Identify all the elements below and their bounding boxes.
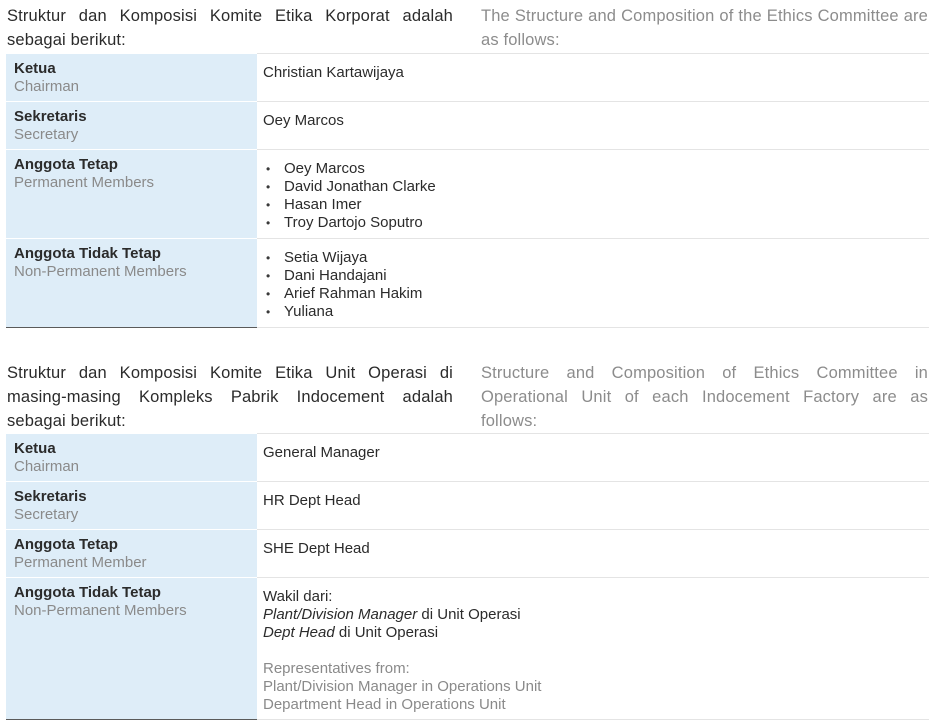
list-item: • Oey Marcos — [263, 160, 923, 178]
list-item: • Yuliana — [263, 303, 923, 321]
role-label-id: Anggota Tidak Tetap — [14, 244, 161, 262]
representative-line-id — [263, 624, 923, 642]
section2-intro-indonesian: Struktur dan Komposisi Komite Etika Unit Operasi di masing-masing Kompleks Pabrik Indocement adalah sebagai berikut: — [7, 364, 453, 430]
role-cell — [6, 54, 257, 102]
member-position: HR Dept Head — [257, 481, 929, 529]
role-label-en: Secretary — [14, 125, 79, 143]
role-label-id: Anggota Tetap — [14, 155, 118, 173]
representative-role-id: Plant/Division Manager — [263, 605, 418, 623]
table-row — [6, 481, 929, 529]
role-label-en: Permanent Members — [14, 173, 155, 191]
member-name: Oey Marcos — [257, 101, 929, 149]
member-list-cell — [257, 238, 929, 327]
role-label-en: Non-Permanent Members — [14, 262, 187, 280]
role-label-id: Anggota Tetap — [14, 535, 118, 553]
role-cell — [6, 434, 257, 482]
operational-unit-ethics-committee-table — [6, 433, 929, 720]
role-cell — [6, 238, 257, 327]
representative-line-id — [263, 606, 923, 624]
role-cell — [6, 481, 257, 529]
representative-unit-id: di Unit Operasi — [417, 605, 521, 623]
list-item: • Dani Handajani — [263, 267, 923, 285]
representatives-heading-id: Wakil dari: — [263, 587, 333, 605]
representative-unit-id: di Unit Operasi — [334, 623, 439, 641]
role-label-id: Sekretaris — [14, 487, 87, 505]
member-list-cell — [257, 149, 929, 238]
representative-line-en: Department Head in Operations Unit — [263, 695, 506, 713]
corporate-ethics-committee-table — [6, 53, 929, 328]
list-item: • Hasan Imer — [263, 196, 923, 214]
table-row — [6, 238, 929, 327]
role-label-en: Permanent Member — [14, 553, 147, 571]
table-row — [6, 149, 929, 238]
role-cell — [6, 101, 257, 149]
representatives-cell — [257, 577, 929, 719]
representative-role-id: Dept Head — [263, 623, 335, 641]
role-label-id: Ketua — [14, 439, 56, 457]
table-row — [6, 101, 929, 149]
member-position: SHE Dept Head — [257, 529, 929, 577]
table-row — [6, 529, 929, 577]
role-label-id: Anggota Tidak Tetap — [14, 583, 161, 601]
role-label-en: Chairman — [14, 457, 80, 475]
table-row — [6, 577, 929, 719]
section2-intro-english: Structure and Composition of Ethics Committee in Operational Unit of each Indocement Factory are as follows: — [481, 364, 928, 430]
representatives-heading-en: Representatives from: — [263, 659, 410, 677]
member-list — [263, 249, 923, 321]
role-label-en: Chairman — [14, 77, 80, 95]
list-item: • David Jonathan Clarke — [263, 178, 923, 196]
spacer — [263, 642, 923, 660]
list-item: • Arief Rahman Hakim — [263, 285, 923, 303]
member-position: General Manager — [257, 434, 929, 482]
representative-line-en: Plant/Division Manager in Operations Unit — [263, 677, 542, 695]
section1-intro-indonesian: Struktur dan Komposisi Komite Etika Korporat adalah sebagai berikut: — [7, 7, 453, 49]
table-row — [6, 54, 929, 102]
role-cell — [6, 577, 257, 719]
role-cell — [6, 149, 257, 238]
role-label-id: Sekretaris — [14, 107, 87, 125]
member-name: Christian Kartawijaya — [257, 54, 929, 102]
role-cell — [6, 529, 257, 577]
list-item: • Troy Dartojo Soputro — [263, 214, 923, 232]
role-label-en: Secretary — [14, 505, 79, 523]
member-list — [263, 160, 923, 232]
table-row — [6, 434, 929, 482]
role-label-en: Non-Permanent Members — [14, 601, 187, 619]
section1-intro-english: The Structure and Composition of the Ethics Committee are as follows: — [481, 7, 928, 49]
list-item: • Setia Wijaya — [263, 249, 923, 267]
role-label-id: Ketua — [14, 59, 56, 77]
